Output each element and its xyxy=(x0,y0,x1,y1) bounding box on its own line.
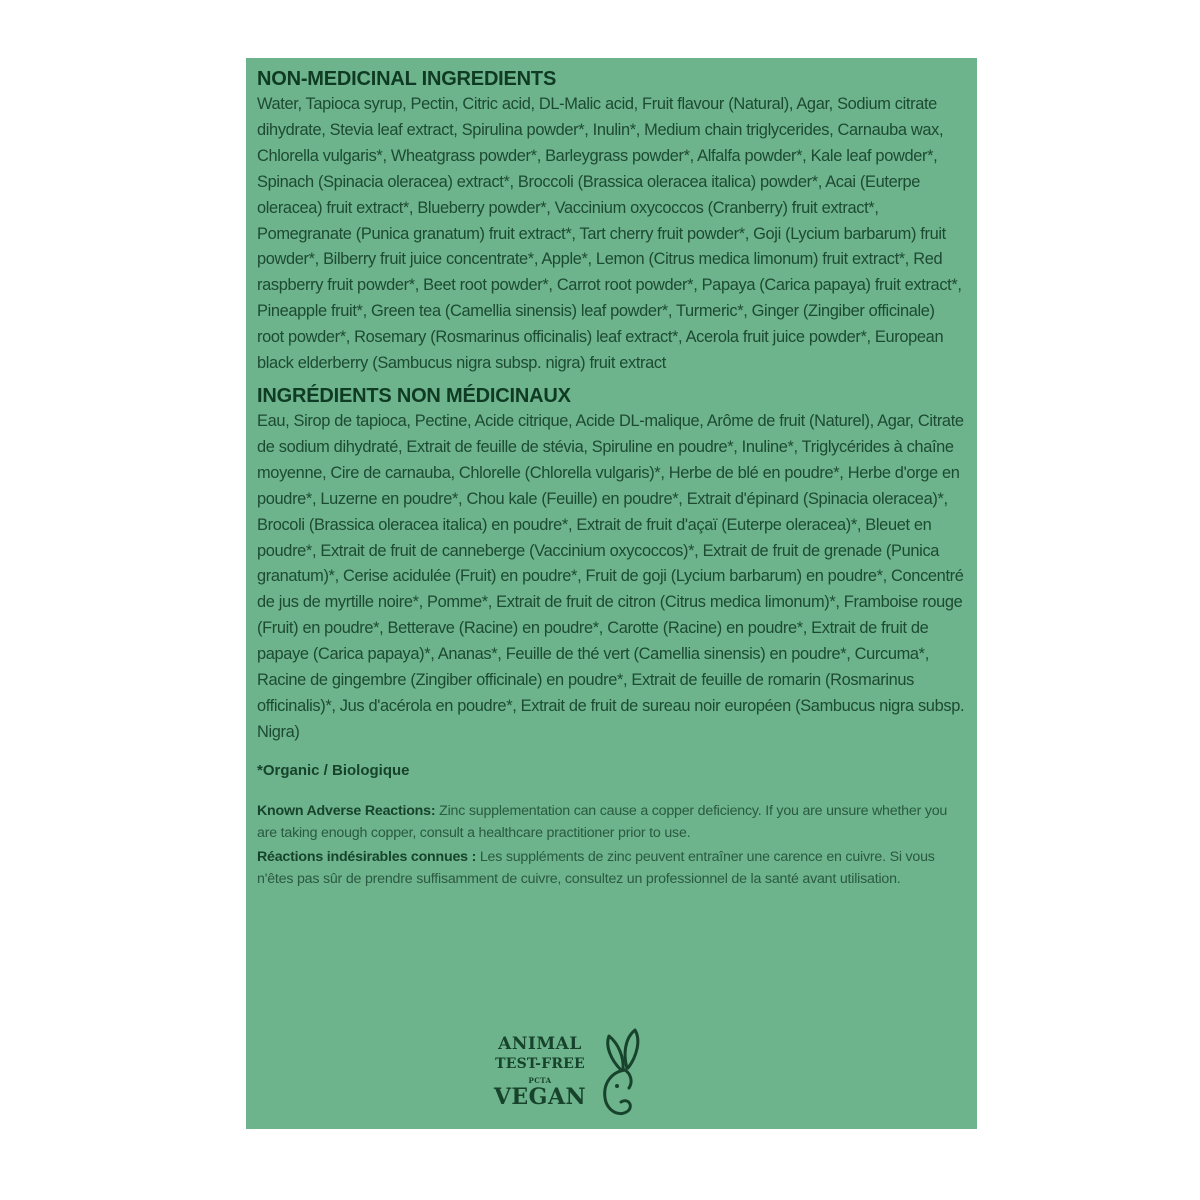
known-adverse-reactions xyxy=(257,800,965,844)
badge-test-free-text: TEST-FREE xyxy=(495,1056,585,1072)
badge-small-text: PCTA xyxy=(528,1076,552,1085)
reactions-indesirables-text: Les suppléments de zinc peuvent entraîner une carence en cuivre. Si vous n'êtes pas sûr de prendre suffisamment de cuivre, consultez un professionnel de la santé avant utilisation. xyxy=(257,848,935,887)
known-adverse-reactions-text: Zinc supplementation can cause a copper deficiency. If you are unsure whether you are taking enough copper, consult a healthcare practitioner prior to use. xyxy=(257,802,948,841)
non-medicinal-ingredients-heading: NON-MEDICINAL INGREDIENTS xyxy=(257,68,557,90)
non-medicinal-ingredients-list: Water, Tapioca syrup, Pectin, Citric acid, DL-Malic acid, Fruit flavour (Natural), Agar, Sodium citrate dihydrate, Stevia leaf extract, Spirulina powder*, Inulin*, Medium chain triglycerides, Carnauba wax, Chlorella vulgaris*, Wheatgrass powder*, Barleygrass powder*, Alfalfa powder*, Kale leaf powder*, Spinach (Spinacia oleracea) extract*, Broccoli (Brassica oleracea italica) powder*, Acai (Euterpe oleracea) fruit extract*, Blueberry powder*, Vaccinium oxycoccos (Cranberry) fruit extract*, Pomegranate (Punica granatum) fruit extract*, Tart cherry fruit powder*, Goji (Lycium barbarum) fruit powder*, Bilberry fruit juice concentrate*, Apple*, Lemon (Citrus medica limonum) fruit extract*, Red raspberry fruit powder*, Beet root powder*, Carrot root powder*, Papaya (Carica papaya) fruit extract*, Pineapple fruit*, Green tea (Camellia sinensis) leaf powder*, Turmeric*, Ginger (Zingiber officinale) root powder*, Rosemary (Rosmarinus officinalis) leaf extract*, Acerola fruit juice powder*, European black elderberry (Sambucus nigra subsp. nigra) fruit extract xyxy=(257,95,962,373)
bunny-icon xyxy=(597,1026,647,1122)
organic-footnote: *Organic / Biologique xyxy=(257,761,410,779)
reactions-indesirables-connues xyxy=(257,846,965,890)
ingredients-non-medicinaux-heading: INGRÉDIENTS NON MÉDICINAUX xyxy=(257,384,571,407)
known-adverse-reactions-lead: Known Adverse Reactions: xyxy=(257,802,436,819)
reactions-indesirables-lead: Réactions indésirables connues : xyxy=(257,848,477,865)
ingredients-non-medicinaux-list: Eau, Sirop de tapioca, Pectine, Acide citrique, Acide DL-malique, Arôme de fruit (Naturel), Agar, Citrate de sodium dihydraté, Extrait de feuille de stévia, Spiruline en poudre*, Inuline*, Triglycérides à chaîne moyenne, Cire de carnauba, Chlorelle (Chlorella vulgaris)*, Herbe de blé en poudre*, Herbe d'orge en poudre*, Luzerne en poudre*, Chou kale (Feuille) en poudre*, Extrait d'épinard (Spinacia oleracea)*, Brocoli (Brassica oleracea italica) en poudre*, Extrait de fruit d'açaï (Euterpe oleracea)*, Bleuet en poudre*, Extrait de fruit de canneberge (Vaccinium oxycoccos)*, Extrait de fruit de grenade (Punica granatum)*, Cerise acidulée (Fruit) en poudre*, Fruit de goji (Lycium barbarum) en poudre*, Concentré de jus de myrtille noire*, Pomme*, Extrait de fruit de citron (Citrus medica limonum)*, Framboise rouge (Fruit) en poudre*, Betterave (Racine) en poudre*, Carotte (Racine) en poudre*, Extrait de fruit de papaye (Carica papaya)*, Ananas*, Feuille de thé vert (Camellia sinensis) en poudre*, Curcuma*, Racine de gingembre (Zingiber officinale) en poudre*, Extrait de feuille de romarin (Rosmarinus officinalis)*, Jus d'acérola en poudre*, Extrait de fruit de sureau noir européen (Sambucus nigra subsp. Nigra) xyxy=(257,411,965,741)
badge-vegan-text: VEGAN xyxy=(493,1084,587,1110)
ingredients-label-panel xyxy=(246,58,977,1129)
badge-animal-text: ANIMAL xyxy=(498,1034,582,1054)
animal-test-free-vegan-badge xyxy=(479,1026,649,1124)
